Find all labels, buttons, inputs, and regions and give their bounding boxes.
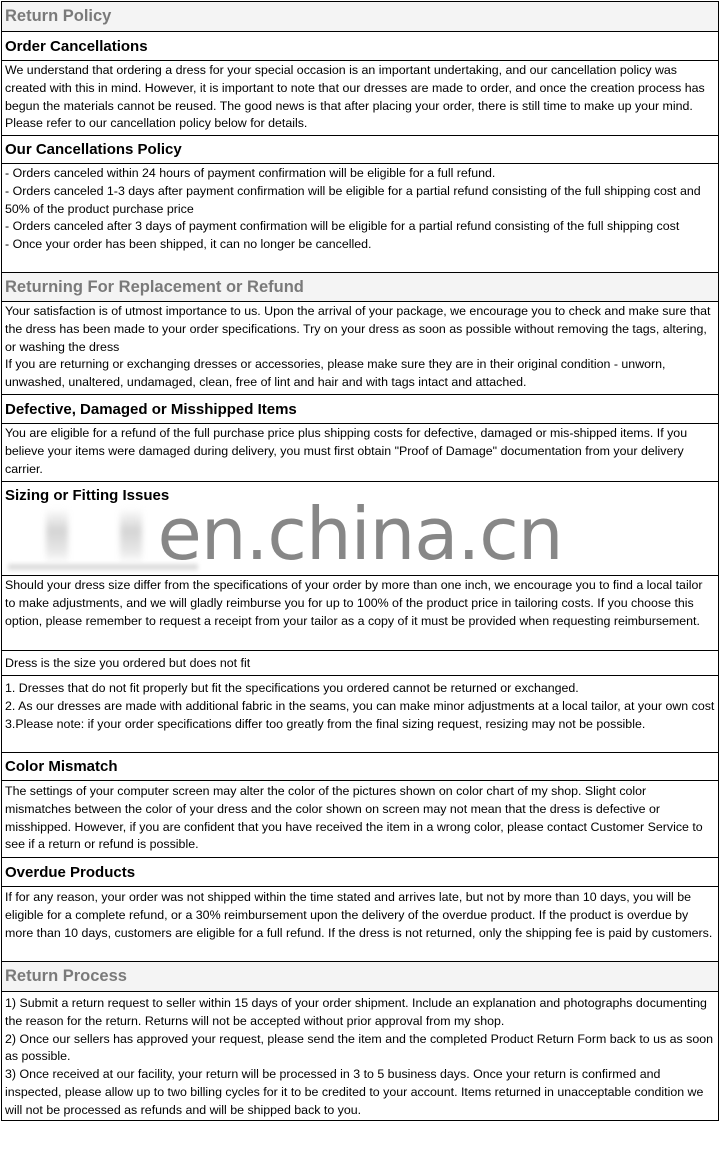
- replacement-refund-body: [2, 302, 718, 395]
- watermark-logo: en.china.cn: [157, 492, 563, 576]
- color-mismatch-body: The settings of your computer screen may alter the color of the pictures shown on color chart of my shop. Slight color mismatches between the color of your dress and the color shown on screen may not mean that the dress is defective or misshipped. However, if you are confident that you have received the item in a wrong color, please contact Customer Service to see if a return or refund is possible.: [2, 781, 718, 858]
- sizing-heading: Sizing or Fitting Issues: [5, 486, 170, 504]
- sizing-list: [2, 676, 718, 753]
- sizing-item: 3.Please note: if your order specifications differ too greatly from the final sizing request, resizing may not be possible.: [5, 716, 646, 731]
- policy-item: - Orders canceled after 3 days of payment confirmation will be eligible for a partial refund consisting of the full shipping cost: [5, 219, 680, 234]
- cancellations-policy-heading: Our Cancellations Policy: [2, 136, 718, 164]
- sizing-item: 1. Dresses that do not fit properly but fit the specifications you ordered cannot be returned or exchanged.: [5, 681, 579, 695]
- order-cancellations-heading: Order Cancellations: [2, 32, 718, 61]
- policy-item: - Orders canceled within 24 hours of payment confirmation will be eligible for a full refund.: [5, 166, 496, 180]
- defective-heading: Defective, Damaged or Misshipped Items: [2, 395, 718, 424]
- sizing-item: 2. As our dresses are made with additional fabric in the seams, you can make minor adjustments at a local tailor, at your own cost: [5, 698, 715, 713]
- policy-item: - Once your order has been shipped, it can no longer be cancelled.: [5, 237, 372, 252]
- return-policy-document: [1, 1, 719, 1121]
- overdue-body: If for any reason, your order was not shipped within the time stated and arrives late, but not by more than 10 days, you will be eligible for a complete refund, or a 30% reimbursement upon the delivery of the overdue product. If the product is overdue by more than 10 days, customers are eligible for a full refund. If the dress is not returned, only the shipping fee is paid by customers.: [2, 887, 718, 962]
- order-cancellations-body: We understand that ordering a dress for your special occasion is an important undertaking, and our cancellation policy was created with this in mind. However, it is important to note that our dresses are made to order, and once the creation process has begun the materials cannot be reused. The good news is that after placing your order, there is still time to make up your mind. Please refer to our cancellation policy below for details.: [2, 61, 718, 136]
- replacement-paragraph: Your satisfaction is of utmost importance to us. Upon the arrival of your package, we encourage you to check and make sure that the dress has been made to your order specifications. Try on your dress as soon as possible without removing the tags, altering, or washing the dress: [5, 304, 711, 354]
- defective-body: You are eligible for a refund of the full purchase price plus shipping costs for defective, damaged or mis-shipped items. If you believe your items were damaged during delivery, you must first obtain "Proof of Damage" documentation from your delivery carrier.: [2, 424, 718, 482]
- process-step: 1) Submit a return request to seller within 15 days of your order shipment. Include an explanation and photographs documenting the reason for the return. Returns will not be accepted without prior approval from my shop.: [5, 996, 707, 1028]
- overdue-heading: Overdue Products: [2, 858, 718, 887]
- replacement-paragraph: If you are returning or exchanging dresses or accessories, please make sure they are in their original condition - unworn, unwashed, unaltered, undamaged, clean, free of lint and hair and with tags intact and attached.: [5, 357, 666, 390]
- return-process-list: [2, 992, 718, 1121]
- process-step: 2) Once our sellers has approved your request, please send the item and the completed Product Return Form back to us as soon as possible.: [5, 1031, 714, 1064]
- sizing-body: Should your dress size differ from the specifications of your order by more than one inch, we encourage you to find a local tailor to make adjustments, and we will gladly reimburse you for up to 100% of the product price in tailoring costs. If you choose this option, please remember to request a receipt from your tailor as a copy of it must be provided when requesting reimbursement.: [2, 576, 718, 651]
- policy-item: - Orders canceled 1-3 days after payment confirmation will be eligible for a partial refund consisting of the full shipping cost and 50% of the product purchase price: [5, 183, 701, 216]
- sizing-subheading: Dress is the size you ordered but does not fit: [2, 651, 718, 676]
- process-step: 3) Once received at our facility, your return will be processed in 3 to 5 business days. Once your return is confirmed and inspected, please allow up to two billing cycles for it to be credited to your account. Items returned in unacceptable condition we will not be processed as refunds and will be shipped back to you.: [5, 1067, 704, 1117]
- cancellations-policy-list: [2, 164, 718, 273]
- replacement-refund-heading: Returning For Replacement or Refund: [2, 273, 718, 302]
- color-mismatch-heading: Color Mismatch: [2, 753, 718, 781]
- return-process-heading: Return Process: [2, 962, 718, 992]
- return-policy-title: Return Policy: [2, 2, 718, 32]
- sizing-banner: [2, 482, 718, 576]
